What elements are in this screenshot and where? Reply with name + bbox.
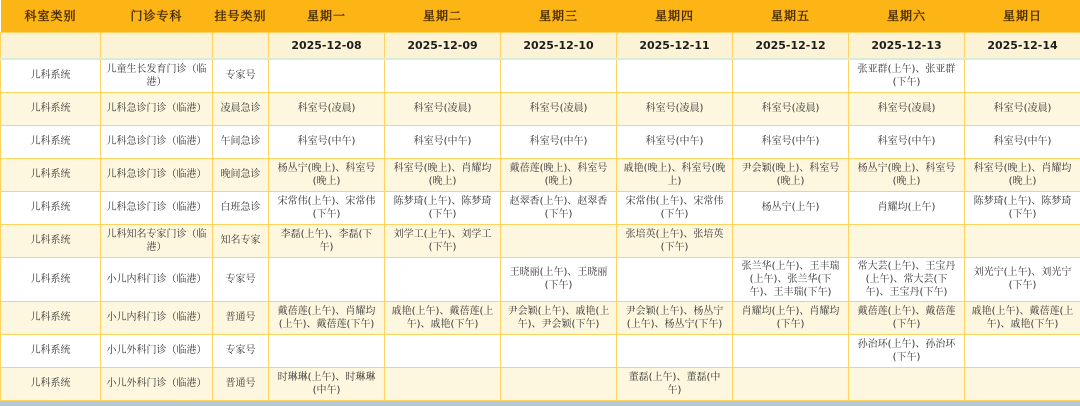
date-cell-thursday: 2025-12-11 bbox=[617, 32, 733, 59]
type-cell: 知名专家 bbox=[213, 224, 269, 257]
schedule-cell: 科室号(中午) bbox=[733, 125, 849, 158]
schedule-cell: 尹会颖(晚上)、科室号(晚上) bbox=[733, 158, 849, 191]
schedule-cell: 赵翠香(上午)、赵翠香(下午) bbox=[501, 191, 617, 224]
schedule-cell: 宋常伟(上午)、宋常伟(下午) bbox=[269, 191, 385, 224]
table-row bbox=[1, 301, 1080, 334]
schedule-cell: 科室号(凌晨) bbox=[617, 92, 733, 125]
schedule-cell: 刘学工(上午)、刘学工(下午) bbox=[385, 224, 501, 257]
date-cell-monday: 2025-12-08 bbox=[269, 32, 385, 59]
bottom-scroll-edge bbox=[0, 401, 1080, 406]
type-cell: 晚间急诊 bbox=[213, 158, 269, 191]
schedule-cell: 尹会颖(上午)、杨丛宁(上午)、杨丛宁(下午) bbox=[617, 301, 733, 334]
schedule-cell: 戚艳(上午)、戴蓓莲(上午)、戚艳(下午) bbox=[965, 301, 1080, 334]
dept-cell: 儿科系统 bbox=[1, 367, 101, 400]
schedule-cell: 科室号(中午) bbox=[385, 125, 501, 158]
col-header-tuesday: 星期二 bbox=[385, 0, 501, 32]
schedule-cell bbox=[965, 367, 1080, 400]
clinic-cell: 儿科急诊门诊（临港） bbox=[101, 158, 213, 191]
schedule-cell bbox=[617, 59, 733, 92]
col-header-saturday: 星期六 bbox=[849, 0, 965, 32]
schedule-cell bbox=[965, 224, 1080, 257]
schedule-cell bbox=[385, 334, 501, 367]
table-row bbox=[1, 59, 1080, 92]
table-row bbox=[1, 257, 1080, 301]
schedule-cell: 孙治环(上午)、孙治环(下午) bbox=[849, 334, 965, 367]
schedule-cell: 科室号(中午) bbox=[965, 125, 1080, 158]
type-cell: 专家号 bbox=[213, 59, 269, 92]
schedule-cell: 科室号(凌晨) bbox=[733, 92, 849, 125]
schedule-cell bbox=[269, 334, 385, 367]
schedule-cell bbox=[965, 334, 1080, 367]
schedule-cell: 科室号(中午) bbox=[501, 125, 617, 158]
schedule-cell: 科室号(中午) bbox=[617, 125, 733, 158]
schedule-cell: 陈梦琦(上午)、陈梦琦(下午) bbox=[965, 191, 1080, 224]
schedule-cell: 科室号(凌晨) bbox=[965, 92, 1080, 125]
schedule-cell: 常大芸(上午)、王宝丹(上午)、常大芸(下午)、王宝丹(下午) bbox=[849, 257, 965, 301]
table-row bbox=[1, 92, 1080, 125]
schedule-cell: 科室号(晚上)、肖耀均(晚上) bbox=[965, 158, 1080, 191]
schedule-cell: 张亚群(上午)、张亚群(下午) bbox=[849, 59, 965, 92]
date-cell-empty-dept bbox=[1, 32, 101, 59]
schedule-cell: 肖耀均(上午) bbox=[849, 191, 965, 224]
date-cell-wednesday: 2025-12-10 bbox=[501, 32, 617, 59]
table-row bbox=[1, 224, 1080, 257]
schedule-body bbox=[1, 59, 1080, 401]
schedule-cell bbox=[385, 257, 501, 301]
date-cell-sunday: 2025-12-14 bbox=[965, 32, 1080, 59]
schedule-cell: 戴蓓莲(上午)、肖耀均(上午)、戴蓓莲(下午) bbox=[269, 301, 385, 334]
schedule-cell bbox=[965, 59, 1080, 92]
schedule-cell: 科室号(凌晨) bbox=[849, 92, 965, 125]
schedule-cell: 杨丛宁(晚上)、科室号(晚上) bbox=[849, 158, 965, 191]
schedule-cell bbox=[617, 257, 733, 301]
clinic-cell: 小儿外科门诊（临港） bbox=[101, 367, 213, 400]
schedule-cell bbox=[501, 334, 617, 367]
col-header-friday: 星期五 bbox=[733, 0, 849, 32]
type-cell: 凌晨急诊 bbox=[213, 92, 269, 125]
date-row bbox=[1, 32, 1080, 59]
schedule-cell bbox=[617, 334, 733, 367]
schedule-cell: 董磊(上午)、董磊(中午) bbox=[617, 367, 733, 400]
clinic-cell: 儿科知名专家门诊（临港） bbox=[101, 224, 213, 257]
schedule-cell: 杨丛宁(上午) bbox=[733, 191, 849, 224]
dept-cell: 儿科系统 bbox=[1, 59, 101, 92]
date-cell-saturday: 2025-12-13 bbox=[849, 32, 965, 59]
col-header-dept: 科室类别 bbox=[1, 0, 101, 32]
schedule-cell: 科室号(凌晨) bbox=[501, 92, 617, 125]
schedule-cell bbox=[385, 367, 501, 400]
clinic-cell: 小儿内科门诊（临港） bbox=[101, 301, 213, 334]
schedule-cell bbox=[849, 367, 965, 400]
schedule-cell bbox=[733, 367, 849, 400]
schedule-cell bbox=[501, 59, 617, 92]
type-cell: 普通号 bbox=[213, 367, 269, 400]
col-header-thursday: 星期四 bbox=[617, 0, 733, 32]
schedule-cell: 肖耀均(上午)、肖耀均(下午) bbox=[733, 301, 849, 334]
dept-cell: 儿科系统 bbox=[1, 257, 101, 301]
schedule-cell bbox=[385, 59, 501, 92]
schedule-cell: 宋常伟(上午)、宋常伟(下午) bbox=[617, 191, 733, 224]
schedule-cell bbox=[501, 224, 617, 257]
schedule-cell bbox=[501, 367, 617, 400]
schedule-cell bbox=[269, 257, 385, 301]
header-row bbox=[1, 0, 1080, 32]
clinic-cell: 儿科急诊门诊（临港） bbox=[101, 92, 213, 125]
schedule-cell: 科室号(晚上)、肖耀均(晚上) bbox=[385, 158, 501, 191]
dept-cell: 儿科系统 bbox=[1, 191, 101, 224]
table-row bbox=[1, 367, 1080, 400]
col-header-type: 挂号类别 bbox=[213, 0, 269, 32]
schedule-cell: 科室号(中午) bbox=[849, 125, 965, 158]
schedule-cell: 戴蓓莲(晚上)、科室号(晚上) bbox=[501, 158, 617, 191]
col-header-monday: 星期一 bbox=[269, 0, 385, 32]
clinic-cell: 小儿外科门诊（临港） bbox=[101, 334, 213, 367]
schedule-cell: 王晓丽(上午)、王晓丽(下午) bbox=[501, 257, 617, 301]
schedule-cell: 科室号(凌晨) bbox=[385, 92, 501, 125]
schedule-cell: 杨丛宁(晚上)、科室号(晚上) bbox=[269, 158, 385, 191]
date-cell-empty-clinic bbox=[101, 32, 213, 59]
schedule-cell bbox=[733, 59, 849, 92]
schedule-cell bbox=[733, 224, 849, 257]
schedule-cell: 科室号(凌晨) bbox=[269, 92, 385, 125]
dept-cell: 儿科系统 bbox=[1, 158, 101, 191]
type-cell: 午间急诊 bbox=[213, 125, 269, 158]
dept-cell: 儿科系统 bbox=[1, 125, 101, 158]
type-cell: 专家号 bbox=[213, 257, 269, 301]
clinic-cell: 儿科急诊门诊（临港） bbox=[101, 125, 213, 158]
type-cell: 白班急诊 bbox=[213, 191, 269, 224]
clinic-cell: 小儿内科门诊（临港） bbox=[101, 257, 213, 301]
schedule-cell: 时琳琳(上午)、时琳琳(中午) bbox=[269, 367, 385, 400]
table-row bbox=[1, 158, 1080, 191]
table-row bbox=[1, 125, 1080, 158]
schedule-cell: 刘光宁(上午)、刘光宁(下午) bbox=[965, 257, 1080, 301]
clinic-cell: 儿童生长发育门诊（临港） bbox=[101, 59, 213, 92]
schedule-cell: 戚艳(上午)、戴蓓莲(上午)、戚艳(下午) bbox=[385, 301, 501, 334]
schedule-cell: 尹会颖(上午)、戚艳(上午)、尹会颖(下午) bbox=[501, 301, 617, 334]
type-cell: 普通号 bbox=[213, 301, 269, 334]
schedule-cell: 张培英(上午)、张培英(下午) bbox=[617, 224, 733, 257]
col-header-wednesday: 星期三 bbox=[501, 0, 617, 32]
table-row bbox=[1, 191, 1080, 224]
date-cell-friday: 2025-12-12 bbox=[733, 32, 849, 59]
schedule-cell: 科室号(中午) bbox=[269, 125, 385, 158]
schedule-cell: 陈梦琦(上午)、陈梦琦(下午) bbox=[385, 191, 501, 224]
schedule-cell: 戴蓓莲(上午)、戴蓓莲(下午) bbox=[849, 301, 965, 334]
schedule-cell: 李磊(上午)、李磊(下午) bbox=[269, 224, 385, 257]
date-cell-tuesday: 2025-12-09 bbox=[385, 32, 501, 59]
type-cell: 专家号 bbox=[213, 334, 269, 367]
schedule-cell bbox=[733, 334, 849, 367]
dept-cell: 儿科系统 bbox=[1, 334, 101, 367]
clinic-cell: 儿科急诊门诊（临港） bbox=[101, 191, 213, 224]
col-header-clinic: 门诊专科 bbox=[101, 0, 213, 32]
table-row bbox=[1, 334, 1080, 367]
date-cell-empty-type bbox=[213, 32, 269, 59]
dept-cell: 儿科系统 bbox=[1, 92, 101, 125]
schedule-cell bbox=[269, 59, 385, 92]
dept-cell: 儿科系统 bbox=[1, 301, 101, 334]
schedule-cell: 张兰华(上午)、王丰瑞(上午)、张兰华(下午)、王丰瑞(下午) bbox=[733, 257, 849, 301]
col-header-sunday: 星期日 bbox=[965, 0, 1080, 32]
dept-cell: 儿科系统 bbox=[1, 224, 101, 257]
schedule-cell bbox=[849, 224, 965, 257]
schedule-cell: 戚艳(晚上)、科室号(晚上) bbox=[617, 158, 733, 191]
